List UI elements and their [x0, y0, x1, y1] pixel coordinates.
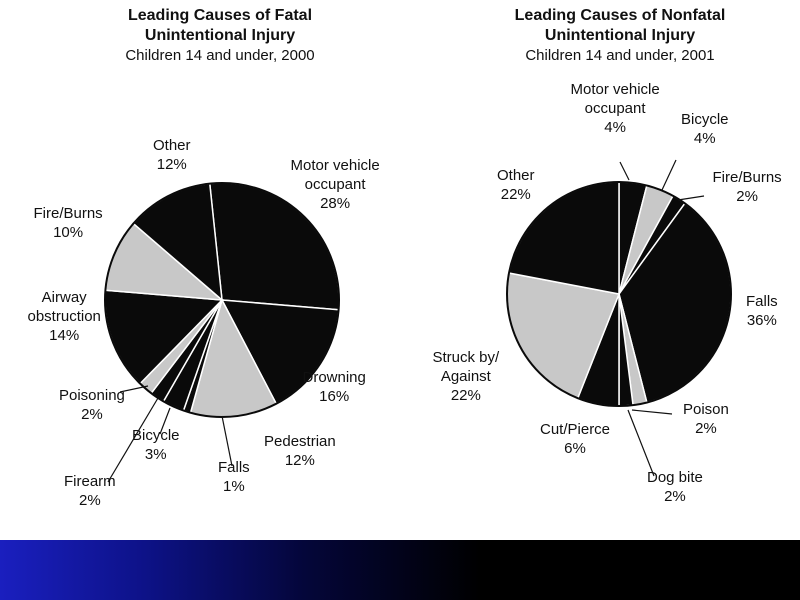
slice-label-text: Fire/Burns: [712, 169, 782, 186]
slice-percent: 1%: [222, 478, 245, 495]
slice-label-text: Struck by/: [432, 349, 500, 366]
slice-percent: 22%: [450, 387, 481, 404]
slice-label-text: Against: [440, 368, 491, 385]
slice-label-text: Bicycle: [681, 111, 729, 128]
chart1-slice-label: [59, 386, 125, 424]
slice-label-text: Bicycle: [132, 427, 180, 444]
left-subtitle: Children 14 and under, 2000: [125, 47, 315, 64]
chart2-slice-label: [681, 110, 729, 148]
slice-percent: 4%: [604, 119, 626, 136]
slice-label-text: Motor vehicle: [290, 157, 380, 174]
slice-label-text: Motor vehicle: [570, 81, 660, 98]
slice-percent: 10%: [53, 224, 84, 241]
slice-percent: 14%: [49, 327, 80, 344]
left-title-line1: Leading Causes of Fatal: [127, 7, 313, 24]
chart1-slice-label: [218, 458, 250, 496]
slice-percent: 16%: [319, 388, 350, 405]
left-title-line2: Unintentional Injury: [144, 27, 296, 44]
chart2-leader-line: [678, 196, 704, 200]
slice-label-text: Fire/Burns: [33, 205, 103, 222]
slice-percent: 22%: [500, 186, 531, 203]
chart2-leader-line: [662, 160, 676, 190]
chart1-slice-label: [34, 204, 103, 242]
chart1-slice-label: [303, 368, 366, 406]
slice-label-text: occupant: [584, 100, 646, 117]
chart2-slice-label: [683, 400, 729, 438]
right-title-line2: Unintentional Injury: [544, 27, 696, 44]
chart2-slice-label: [433, 348, 500, 405]
slice-label-text: Airway: [41, 289, 87, 306]
right-subtitle: Children 14 and under, 2001: [525, 47, 715, 64]
slice-label-text: occupant: [304, 176, 366, 193]
slice-label-text: Other: [497, 167, 535, 184]
slice-percent: 2%: [664, 488, 686, 505]
chart1-slice-label: [132, 426, 180, 464]
slice-label-text: Falls: [746, 293, 778, 310]
slice-percent: 6%: [564, 440, 586, 457]
chart2-slice-label: [746, 292, 778, 330]
chart2-leader-line: [632, 410, 672, 414]
slice-label-text: Falls: [218, 459, 250, 476]
slice-label-text: Dog bite: [647, 469, 703, 486]
slice-percent: 12%: [284, 452, 315, 469]
slice-percent: 12%: [156, 156, 187, 173]
slice-percent: 4%: [693, 130, 716, 147]
chart2-leader-line: [628, 410, 654, 476]
chart1-slice-label: [291, 156, 380, 213]
slice-percent: 2%: [736, 188, 758, 205]
chart1-slice-label: [264, 432, 336, 470]
chart1-slice-label: [28, 288, 101, 345]
slice-label-text: Poisoning: [59, 387, 125, 404]
chart2-slice-label: [571, 80, 660, 137]
slice-percent: 3%: [144, 446, 167, 463]
footer-band: [0, 540, 800, 600]
chart2-slice-label: [540, 420, 610, 458]
chart1-slice-label: [153, 136, 191, 174]
chart2-slice-label: [497, 166, 535, 204]
slice-label-text: Cut/Pierce: [540, 421, 611, 438]
slice-percent: 36%: [746, 312, 777, 329]
slice-percent: 28%: [320, 195, 351, 212]
chart1-slice-label: [64, 472, 116, 510]
right-title-line1: Leading Causes of Nonfatal: [514, 7, 726, 24]
slice-label-text: Other: [153, 137, 191, 154]
slice-label-text: obstruction: [27, 308, 101, 325]
slice-percent: 2%: [81, 406, 103, 423]
slice-label-text: Firearm: [64, 473, 116, 490]
slice-percent: 2%: [78, 492, 101, 509]
chart2-leader-line: [620, 162, 629, 180]
chart2-slice-label: [647, 468, 703, 506]
slice-label-text: Drowning: [302, 369, 366, 386]
slice-percent: 2%: [695, 420, 717, 437]
slice-label-text: Poison: [683, 401, 729, 418]
chart2-slice-label: [713, 168, 782, 206]
slice-label-text: Pedestrian: [264, 433, 336, 450]
